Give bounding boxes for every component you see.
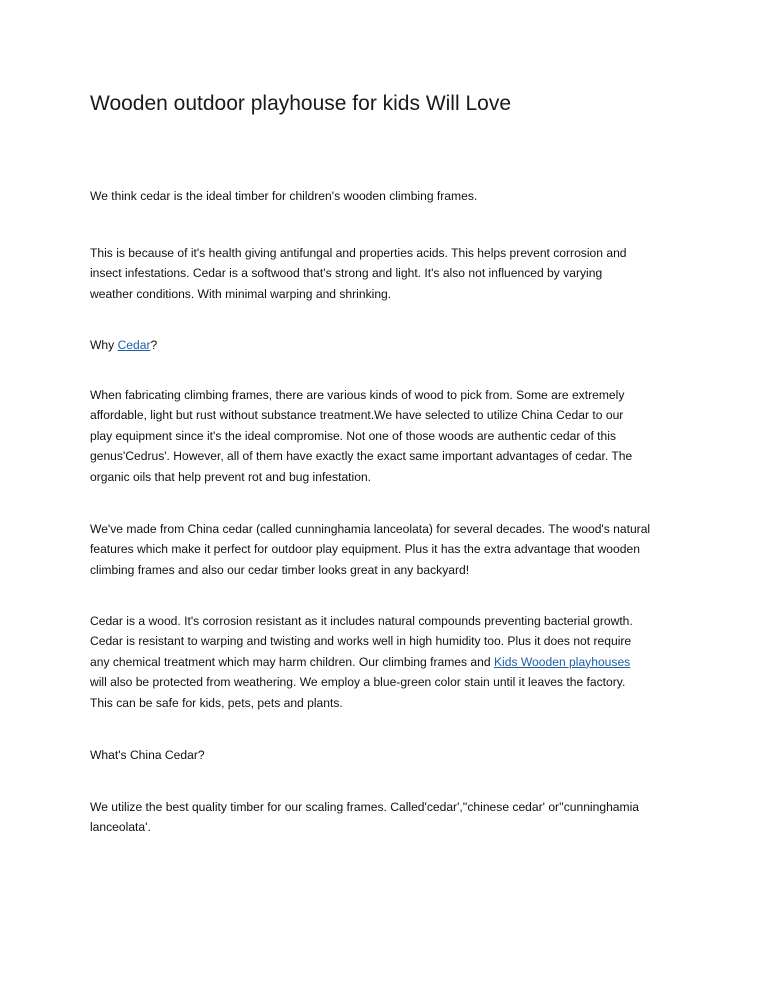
why-cedar-heading [90, 335, 690, 355]
paragraph-line: genus'Cedrus'. However, all of them have exactly the exact same important advantages of cedar. The [90, 449, 633, 464]
paragraph-line: This can be safe for kids, pets, pets and plants. [90, 695, 343, 710]
paragraph-line: We utilize the best quality timber for our scaling frames. Called'cedar',''chinese cedar' or''cunninghamia [90, 800, 640, 814]
paragraph-corrosion [90, 611, 690, 713]
paragraph-line: We've made from China cedar (called cunninghamia lanceolata) for several decades. The wood's natural [90, 522, 651, 536]
intro-paragraph [90, 186, 690, 206]
paragraph-fabricating [90, 385, 690, 487]
document-title: Wooden outdoor playhouse for kids Will Love [90, 92, 512, 115]
paragraph-health [90, 243, 690, 304]
paragraph-line: play equipment since it's the ideal compromise. Not one of those woods are authentic cedar of this [90, 428, 616, 443]
paragraph-line: When fabricating climbing frames, there are various kinds of wood to pick from. Some are extremely [90, 388, 625, 402]
line-prefix: any chemical treatment which may harm children. Our climbing frames and [90, 654, 494, 669]
paragraph-china-cedar [90, 519, 690, 580]
paragraph-line: insect infestations. Cedar is a softwood that's strong and light. It's also not influenced by varying [90, 266, 603, 281]
paragraph-line: climbing frames and also our cedar timber looks great in any backyard! [90, 562, 470, 577]
why-cedar-line [90, 335, 690, 355]
paragraph-line: will also be protected from weathering. We employ a blue-green color stain until it leaves the factory. [90, 675, 626, 690]
paragraph-line [90, 652, 690, 672]
why-suffix: ? [150, 338, 158, 352]
paragraph-line: features which make it perfect for outdoor play equipment. Plus it has the extra advantage that wooden [90, 542, 640, 557]
paragraph-line: This is because of it's health giving antifungal and properties acids. This helps prevent corrosion and [90, 246, 627, 260]
paragraph-line: Cedar is resistant to warping and twisting and works well in high humidity too. Plus it does not require [90, 634, 632, 649]
paragraph-line: weather conditions. With minimal warping and shrinking. [90, 286, 392, 301]
kids-wooden-playhouses-link[interactable]: Kids Wooden playhouses [493, 654, 631, 669]
cedar-link[interactable]: Cedar [117, 338, 151, 352]
paragraph-line: lanceolata'. [90, 820, 151, 835]
what-is-china-cedar-heading [90, 745, 690, 765]
paragraph-line: affordable, light but rust without substance treatment.We have selected to utilize China Cedar to our [90, 408, 624, 423]
intro-line: We think cedar is the ideal timber for children's wooden climbing frames. [90, 189, 478, 203]
paragraph-line: Cedar is a wood. It's corrosion resistant as it includes natural compounds preventing bacterial growth. [90, 614, 633, 628]
paragraph-line: organic oils that help prevent rot and bug infestation. [90, 469, 372, 484]
why-prefix: Why [90, 338, 118, 352]
heading-line: What's China Cedar? [90, 748, 205, 762]
paragraph-quality-timber [90, 797, 690, 838]
